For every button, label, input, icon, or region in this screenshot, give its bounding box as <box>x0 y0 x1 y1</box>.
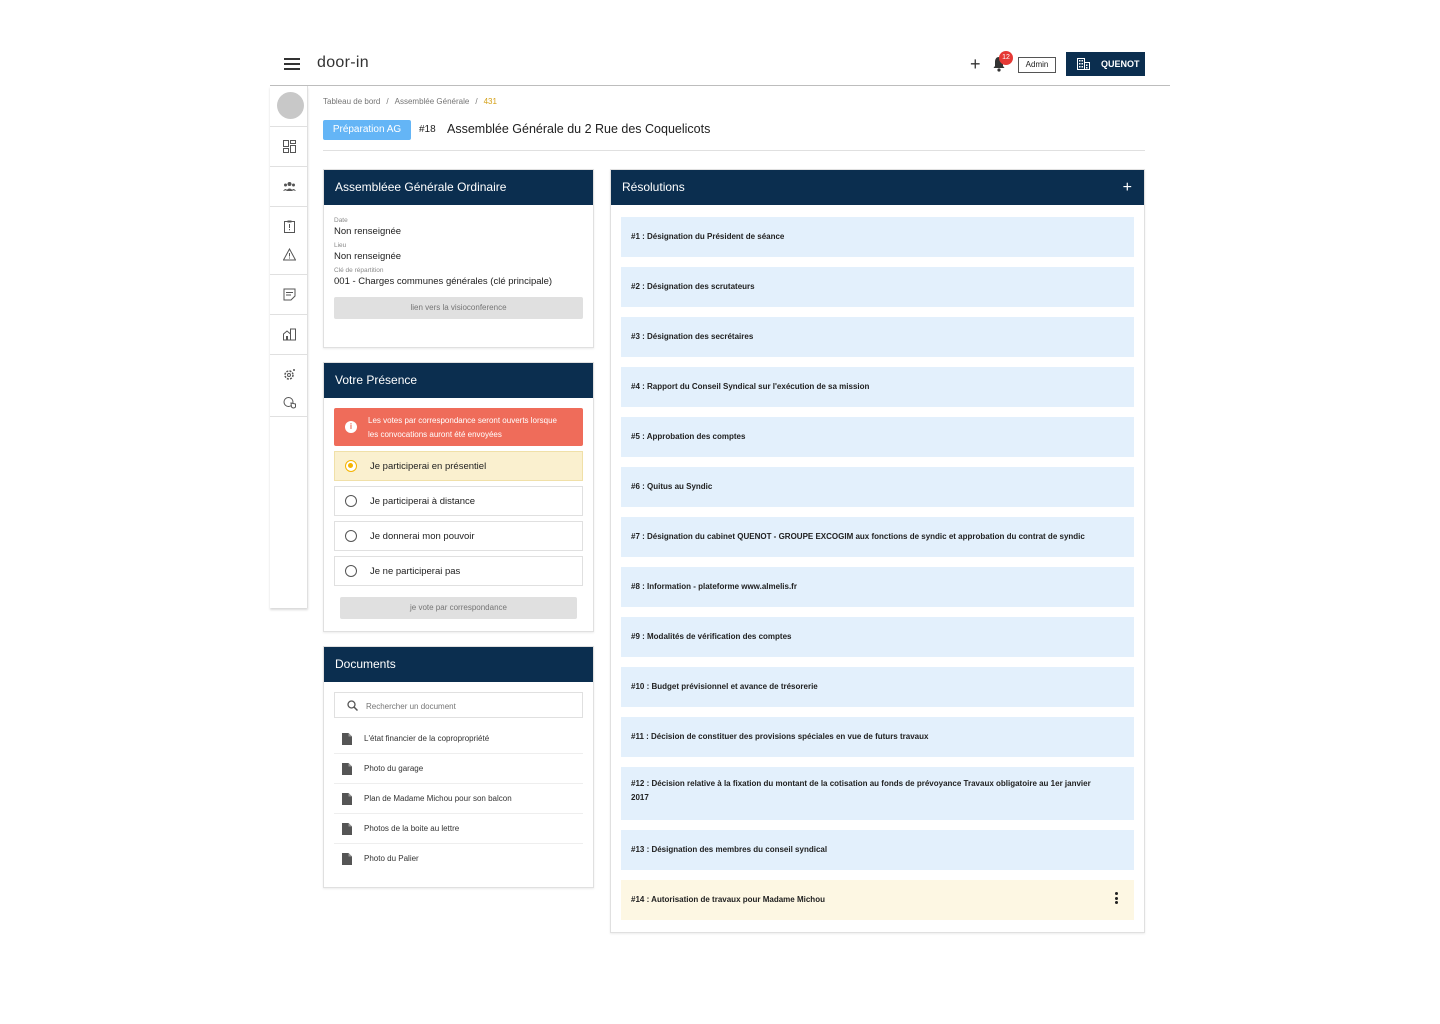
resolution-item[interactable] <box>621 617 1134 657</box>
radio-selected-icon[interactable] <box>345 460 357 472</box>
resolution-label: #8 : Information - plateforme www.almelis.fr <box>631 582 797 591</box>
avatar[interactable] <box>277 92 304 119</box>
top-bar <box>270 44 1170 86</box>
document-label: Photos de la boite au lettre <box>364 824 460 833</box>
sidebar-divider <box>270 354 308 355</box>
hamburger-menu-icon[interactable] <box>284 58 300 72</box>
presence-option-absent[interactable] <box>334 556 583 586</box>
distribution-key-value: 001 - Charges communes générales (clé principale) <box>334 276 553 287</box>
presence-option-label: Je participerai à distance <box>370 496 476 507</box>
vote-alert <box>334 408 583 446</box>
settings-icon[interactable] <box>283 368 296 381</box>
app-logo[interactable]: door-in <box>317 54 369 71</box>
resolution-label: #12 : Décision relative à la fixation du montant de la cotisation au fonds de prévoyance Travaux obligatoire au 1er janvier 2017 <box>631 779 1091 802</box>
resolution-label: #1 : Désignation du Président de séance <box>631 232 785 241</box>
resolution-item[interactable] <box>621 830 1134 870</box>
resolution-item[interactable] <box>621 767 1134 820</box>
documents-header: Documents <box>324 647 593 682</box>
resolution-label: #11 : Décision de constituer des provisions spéciales en vue de futurs travaux <box>631 732 929 741</box>
resolution-label: #9 : Modalités de vérification des comptes <box>631 632 792 641</box>
resolution-item[interactable] <box>621 367 1134 407</box>
resolution-item[interactable] <box>621 317 1134 357</box>
resolution-item[interactable] <box>621 667 1134 707</box>
visioconference-link-button[interactable]: lien vers la visioconference <box>334 297 583 319</box>
document-item[interactable] <box>334 814 583 844</box>
radio-icon[interactable] <box>345 530 357 542</box>
document-search <box>334 692 583 718</box>
resolutions-title: Résolutions <box>622 180 685 194</box>
file-icon <box>342 853 352 865</box>
search-icon <box>347 700 358 711</box>
presence-header: Votre Présence <box>324 363 593 398</box>
sidebar-divider <box>270 416 308 417</box>
breadcrumb-current: 431 <box>483 97 497 106</box>
status-badge: Préparation AG <box>323 120 411 140</box>
resolution-label: #14 : Autorisation de travaux pour Madame Michou <box>631 895 825 904</box>
add-resolution-icon[interactable]: + <box>1122 179 1132 196</box>
note-icon[interactable] <box>283 288 296 301</box>
resolution-label: #4 : Rapport du Conseil Syndical sur l'exécution de sa mission <box>631 382 870 391</box>
location-value: Non renseignée <box>334 251 402 262</box>
document-label: L'état financier de la copropropriété <box>364 734 490 743</box>
resolution-item[interactable] <box>621 267 1134 307</box>
building-home-icon[interactable] <box>283 328 296 341</box>
document-label: Photo du Palier <box>364 854 419 863</box>
location-label: Lieu <box>334 242 347 249</box>
presence-option-label: Je ne participerai pas <box>370 566 461 577</box>
sidebar-divider <box>270 206 308 207</box>
assembly-info-card <box>323 169 594 348</box>
resolution-item-highlighted[interactable] <box>621 880 1134 920</box>
file-icon <box>342 823 352 835</box>
date-label: Date <box>334 217 348 224</box>
sidebar <box>270 86 308 608</box>
resolution-list <box>611 205 1144 920</box>
file-icon <box>342 733 352 745</box>
dashboard-icon[interactable] <box>283 140 296 153</box>
resolution-item[interactable] <box>621 467 1134 507</box>
document-item[interactable] <box>334 784 583 814</box>
add-icon[interactable]: + <box>970 54 981 74</box>
document-item[interactable] <box>334 844 583 874</box>
warning-icon[interactable] <box>283 248 296 261</box>
presence-option-label: Je participerai en présentiel <box>370 461 487 472</box>
resolution-item[interactable] <box>621 217 1134 257</box>
title-divider <box>323 150 1145 151</box>
resolution-label: #13 : Désignation des membres du conseil syndical <box>631 845 828 854</box>
info-icon: i <box>345 421 357 433</box>
presence-option-in-person[interactable] <box>334 451 583 481</box>
sidebar-divider <box>270 126 308 127</box>
vote-by-correspondence-button[interactable]: je vote par correspondance <box>340 597 577 619</box>
resolution-label: #10 : Budget prévisionnel et avance de trésorerie <box>631 682 818 691</box>
breadcrumb-assembly[interactable]: Assemblée Générale <box>394 97 470 106</box>
date-value: Non renseignée <box>334 226 402 237</box>
distribution-key-label: Clé de répartition <box>334 267 384 274</box>
breadcrumb-dashboard[interactable]: Tableau de bord <box>323 97 381 106</box>
resolutions-card <box>610 169 1145 933</box>
file-icon <box>342 793 352 805</box>
document-label: Photo du garage <box>364 764 424 773</box>
radio-icon[interactable] <box>345 495 357 507</box>
resolution-label: #6 : Quitus au Syndic <box>631 482 713 491</box>
notification-badge: 12 <box>999 51 1013 65</box>
documents-card <box>323 646 594 888</box>
assembly-info-header: Assembléee Générale Ordinaire <box>324 170 593 205</box>
sidebar-divider <box>270 274 308 275</box>
sidebar-divider <box>270 314 308 315</box>
document-search-input[interactable] <box>366 697 566 715</box>
presence-card <box>323 362 594 632</box>
presence-option-remote[interactable] <box>334 486 583 516</box>
document-item[interactable] <box>334 724 583 754</box>
more-options-icon[interactable] <box>1115 892 1118 906</box>
resolution-label: #7 : Désignation du cabinet QUENOT - GROUPE EXCOGIM aux fonctions de syndic et approbation du contrat de syndic <box>631 532 1085 541</box>
company-label: QUENOT <box>1101 59 1140 69</box>
resolution-item[interactable] <box>621 417 1134 457</box>
sidebar-divider <box>270 166 308 167</box>
presence-option-label: Je donnerai mon pouvoir <box>370 531 475 542</box>
resolution-label: #2 : Désignation des scrutateurs <box>631 282 755 291</box>
resolution-item[interactable] <box>621 717 1134 757</box>
file-icon <box>342 763 352 775</box>
presence-option-proxy[interactable] <box>334 521 583 551</box>
admin-button[interactable]: Admin <box>1018 57 1056 73</box>
page-title: Assemblée Générale du 2 Rue des Coquelicots <box>447 122 711 136</box>
radio-icon[interactable] <box>345 565 357 577</box>
document-list <box>324 724 593 874</box>
building-icon <box>1077 58 1090 70</box>
resolutions-header <box>611 170 1144 205</box>
people-icon[interactable] <box>283 180 296 193</box>
resolution-item[interactable] <box>621 567 1134 607</box>
clipboard-alert-icon[interactable] <box>283 220 296 233</box>
resolution-label: #5 : Approbation des comptes <box>631 432 746 441</box>
company-button[interactable] <box>1066 52 1145 76</box>
resolution-item[interactable] <box>621 517 1134 557</box>
document-item[interactable] <box>334 754 583 784</box>
security-icon[interactable] <box>283 396 296 409</box>
vote-alert-text: Les votes par correspondance seront ouverts lorsque les convocations auront été envoyées <box>368 416 557 439</box>
resolution-label: #3 : Désignation des secrétaires <box>631 332 754 341</box>
assembly-number: #18 <box>419 124 436 135</box>
breadcrumb: Tableau de bord / Assemblée Générale / 431 <box>323 97 497 106</box>
document-label: Plan de Madame Michou pour son balcon <box>364 794 512 803</box>
